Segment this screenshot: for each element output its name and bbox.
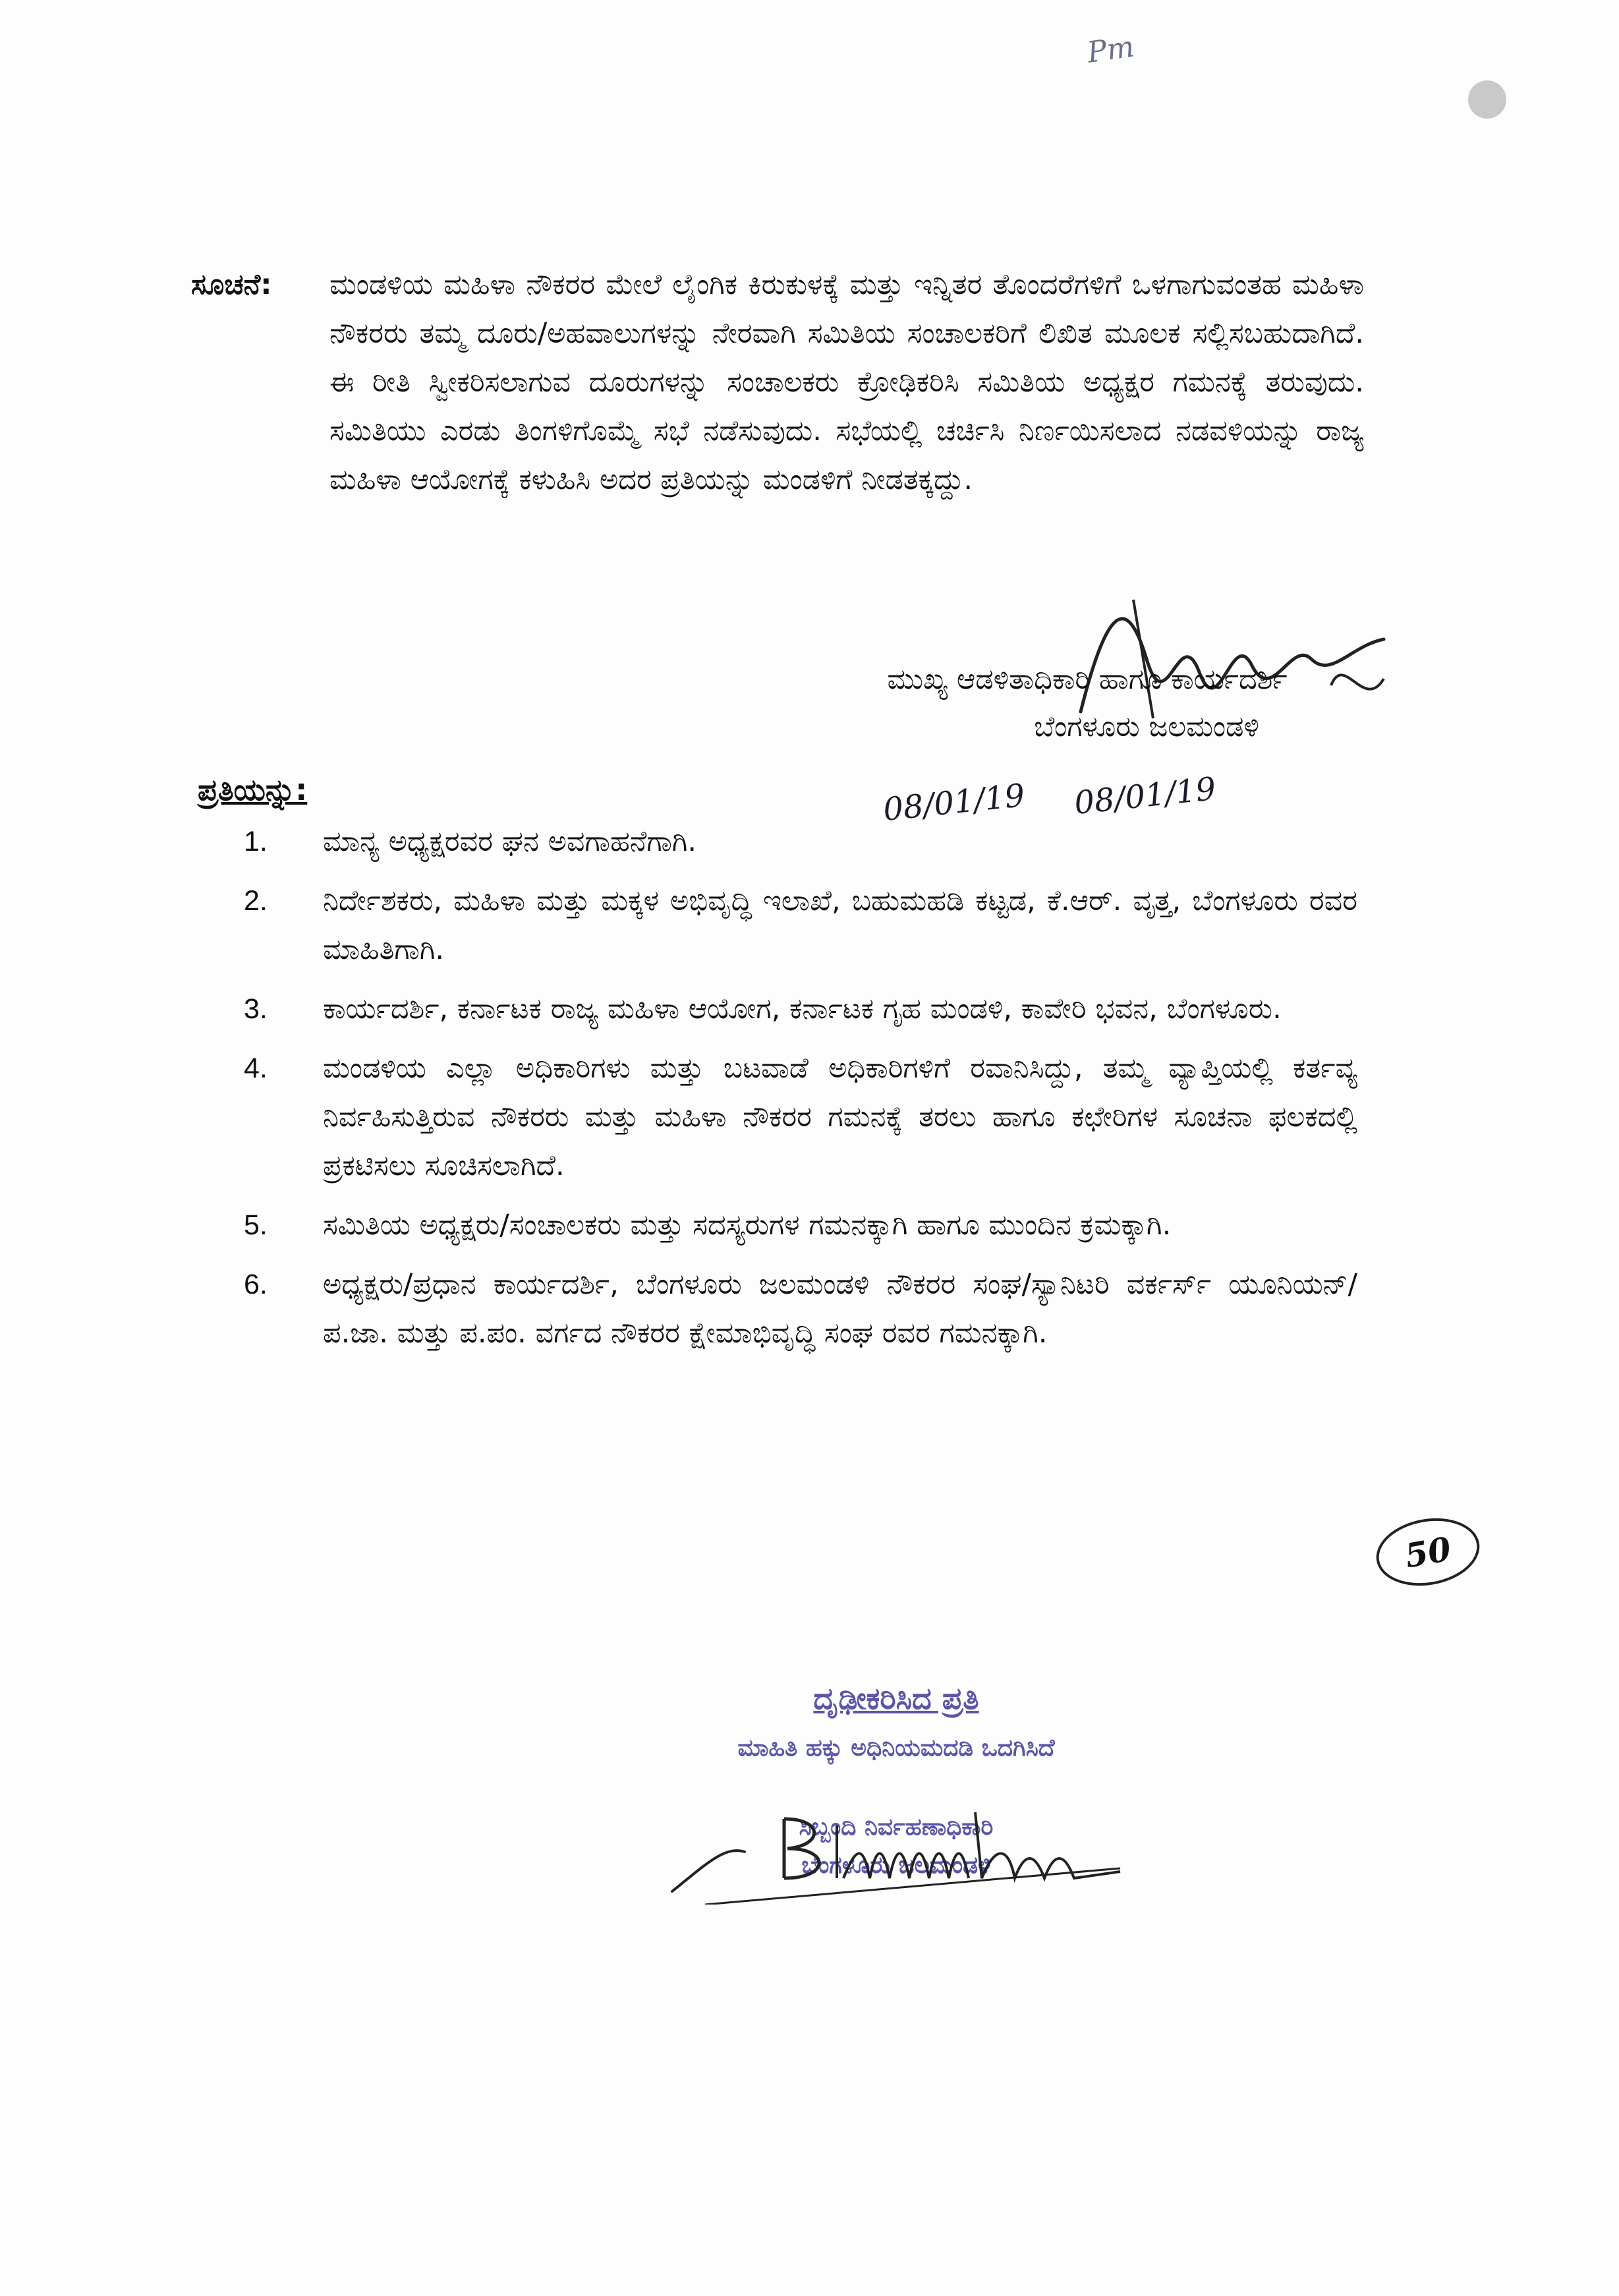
stamp-role-line-2: ಬೆಂಗಳೂರು ಜಲಮಂಡಳಿ [801, 1852, 991, 1879]
list-item-text: ನಿರ್ದೇಶಕರು, ಮಹಿಳಾ ಮತ್ತು ಮಕ್ಕಳ ಅಭಿವೃದ್ಧಿ ಇಲಾಖೆ, ಬಹುಮಹಡಿ ಕಟ್ಟಡ, ಕೆ.ಆರ್. ವೃತ್ತ, ಬೆಂಗಳೂರು ರವರ ಮಾಹಿತಿಗಾಗಿ. [323, 884, 1357, 966]
page-number: 50 [1371, 1510, 1485, 1593]
notice-label: ಸೂಚನೆ: [191, 268, 272, 301]
handwritten-date-2: 08/01/19 [1072, 770, 1218, 822]
list-item-text: ಮಂಡಳಿಯ ಎಲ್ಲಾ ಅಧಿಕಾರಿಗಳು ಮತ್ತು ಬಟವಾಡೆ ಅಧಿಕಾರಿಗಳಿಗೆ ರವಾನಿಸಿದ್ದು, ತಮ್ಮ ವ್ಯಾಪ್ತಿಯಲ್ಲಿ ಕರ್ತವ್ಯ ನಿರ್ವಹಿಸುತ್ತಿರುವ ನೌಕರರು ಮತ್ತು ಮಹಿಳಾ ನೌಕರರ ಗಮನಕ್ಕೆ ತರಲು ಹಾಗೂ ಕಛೇರಿಗಳ ಸೂಚನಾ ಫಲಕದಲ್ಲಿ ಪ್ರಕಟಿಸಲು ಸೂಚಿಸಲಾಗಿದೆ. [323, 1052, 1357, 1182]
handwritten-date-1: 08/01/19 [881, 776, 1027, 829]
stamp-subtitle: ಮಾಹಿತಿ ಹಕ್ಕು ಅಧಿನಿಯಮದಡಿ ಒದಗಿಸಿದೆ [737, 1735, 1055, 1762]
list-item-number: 2. [244, 885, 268, 917]
punch-hole [1468, 80, 1506, 119]
list-item [244, 1260, 1357, 1358]
list-item-text: ಅಧ್ಯಕ್ಷರು/ಪ್ರಧಾನ ಕಾರ್ಯದರ್ಶಿ, ಬೆಂಗಳೂರು ಜಲಮಂಡಳಿ ನೌಕರರ ಸಂಘ/ಸ್ಯಾನಿಟರಿ ವರ್ಕರ್ಸ್ ಯೂನಿಯನ್/ಪ.ಜಾ. ಮತ್ತು ಪ.ಪಂ. ವರ್ಗದ ನೌಕರರ ಕ್ಷೇಮಾಭಿವೃದ್ಧಿ ಸಂಘ ರವರ ಗಮನಕ್ಕಾಗಿ. [323, 1268, 1357, 1350]
list-item-text: ಮಾನ್ಯ ಅಧ್ಯಕ್ಷರವರ ಘನ ಅವಗಾಹನೆಗಾಗಿ. [323, 825, 697, 858]
list-item [244, 876, 1357, 974]
list-item-text: ಕಾರ್ಯದರ್ಶಿ, ಕರ್ನಾಟಕ ರಾಜ್ಯ ಮಹಿಳಾ ಆಯೋಗ, ಕರ್ನಾಟಕ ಗೃಹ ಮಂಡಳಿ, ಕಾವೇರಿ ಭವನ, ಬೆಂಗಳೂರು. [323, 992, 1282, 1025]
signatory-designation [804, 656, 1371, 751]
list-item [244, 1201, 1357, 1249]
list-item-number: 3. [244, 993, 268, 1025]
list-item [244, 1044, 1357, 1190]
notice-text: ಮಂಡಳಿಯ ಮಹಿಳಾ ನೌಕರರ ಮೇಲೆ ಲೈಂಗಿಕ ಕಿರುಕುಳಕ್ಕೆ ಮತ್ತು ಇನ್ನಿತರ ತೊಂದರೆಗಳಿಗೆ ಒಳಗಾಗುವಂತಹ ಮಹಿಳಾ ನೌಕರರು ತಮ್ಮ ದೂರು/ಅಹವಾಲುಗಳನ್ನು ನೇರವಾಗಿ ಸಮಿತಿಯ ಸಂಚಾಲಕರಿಗೆ ಲಿಖಿತ ಮೂಲಕ ಸಲ್ಲಿಸಬಹುದಾಗಿದೆ. ಈ ರೀತಿ ಸ್ವೀಕರಿಸಲಾಗುವ ದೂರುಗಳನ್ನು ಸಂಚಾಲಕರು ಕ್ರೋಢಿಕರಿಸಿ ಸಮಿತಿಯ ಅಧ್ಯಕ್ಷರ ಗಮನಕ್ಕೆ ತರುವುದು. ಸಮಿತಿಯು ಎರಡು ತಿಂಗಳಿಗೊಮ್ಮೆ ಸಭೆ ನಡೆಸುವುದು. ಸಭೆಯಲ್ಲಿ ಚರ್ಚಿಸಿ ನಿರ್ಣಯಿಸಲಾದ ನಡವಳಿಯನ್ನು ರಾಜ್ಯ ಮಹಿಳಾ ಆಯೋಗಕ್ಕೆ ಕಳುಹಿಸಿ ಅದರ ಪ್ರತಿಯನ್ನು ಮಂಡಳಿಗೆ ನೀಡತಕ್ಕದ್ದು. [329, 268, 1364, 496]
list-item-text: ಸಮಿತಿಯ ಅಧ್ಯಕ್ಷರು/ಸಂಚಾಲಕರು ಮತ್ತು ಸದಸ್ಯರುಗಳ ಗಮನಕ್ಕಾಗಿ ಹಾಗೂ ಮುಂದಿನ ಕ್ರಮಕ್ಕಾಗಿ. [323, 1209, 1172, 1242]
list-item-number: 4. [244, 1052, 268, 1084]
list-item-number: 5. [244, 1209, 268, 1241]
notice-section [191, 260, 1364, 504]
list-item-number: 6. [244, 1269, 268, 1300]
stamp-title: ದೃಢೀಕರಿಸಿದ ಪ್ರತಿ [813, 1680, 979, 1716]
copies-list [244, 817, 1357, 1368]
corner-initials: Pm [1085, 30, 1137, 70]
copies-heading: ಪ್ರತಿಯನ್ನು: [198, 772, 308, 807]
designation-line-2: ಬೆಂಗಳೂರು ಜಲಮಂಡಳಿ [1034, 710, 1259, 743]
stamp-role-line-1: ಸಿಬ್ಬಂದಿ ನಿರ್ವಹಣಾಧಿಕಾರಿ [799, 1814, 994, 1841]
designation-line-1: ಮುಖ್ಯ ಆಡಳಿತಾಧಿಕಾರಿ ಹಾಗೂ ಕಾರ್ಯದರ್ಶಿ [887, 663, 1288, 696]
list-item-number: 1. [244, 826, 268, 857]
signature-bottom [666, 1806, 1127, 1905]
list-item [244, 985, 1357, 1033]
list-item [244, 817, 1357, 866]
